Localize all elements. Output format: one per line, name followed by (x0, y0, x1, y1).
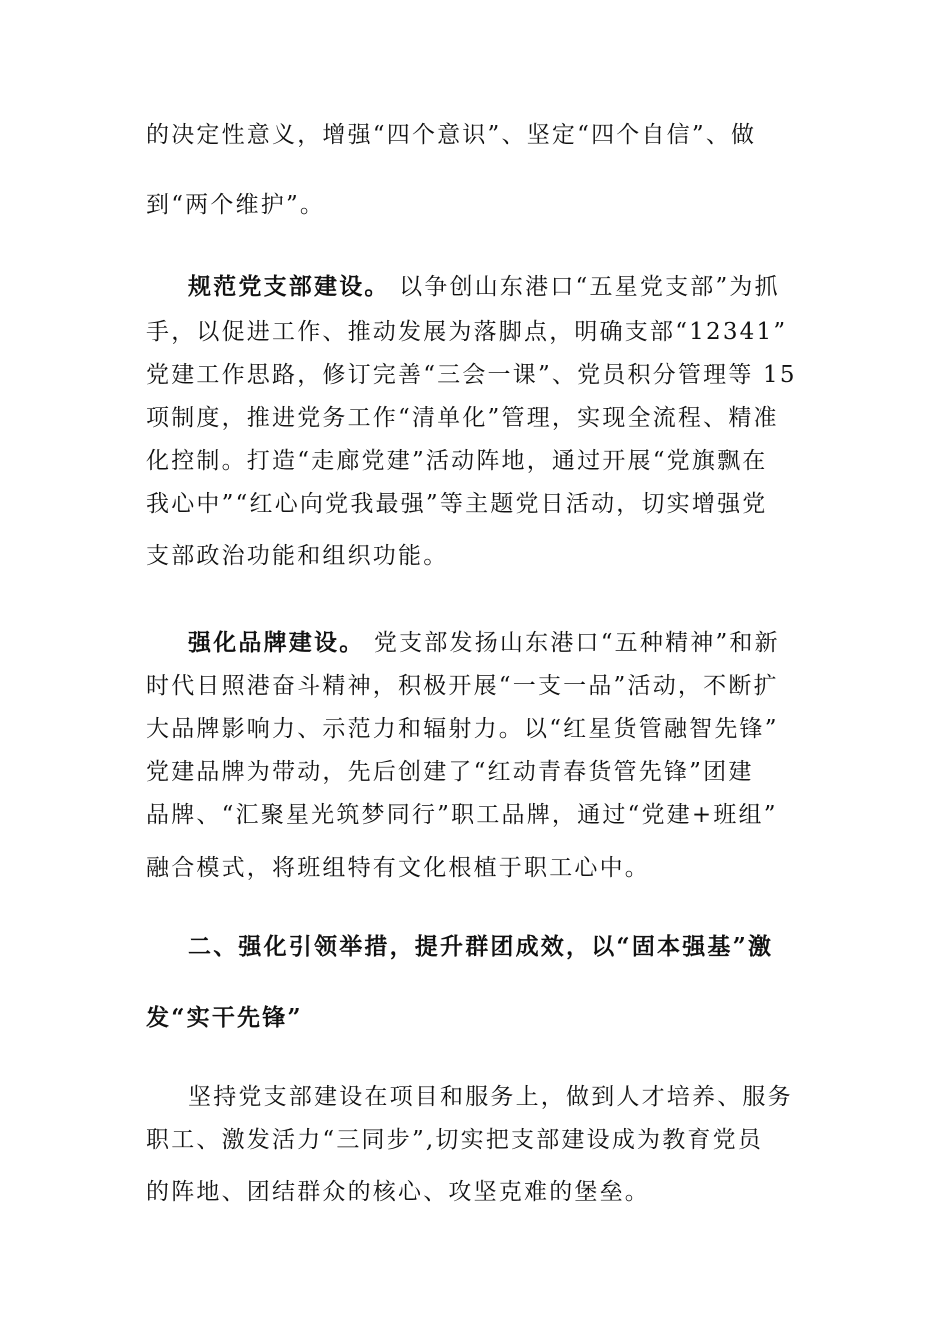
paragraph-4-line-3: 的阵地、团结群众的核心、攻坚克难的堡垒。 (146, 1179, 650, 1205)
paragraph-3-line-2: 时代日照港奋斗精神，积极开展“一支一品”活动，不断扩 (146, 673, 779, 699)
paragraph-1-line-2: 到“两个维护”。 (146, 192, 326, 218)
paragraph-3-line-3: 大品牌影响力、示范力和辐射力。以“红星货管融智先锋” (146, 716, 779, 742)
section-2-heading-line-1: 二、强化引领举措，提升群团成效，以“固本强基”激 (188, 933, 774, 960)
paragraph-2-line-6: 我心中”“红心向党我最强”等主题党日活动，切实增强党 (146, 491, 768, 517)
paragraph-3-heading: 强化品牌建设。 (188, 629, 365, 656)
paragraph-2-heading: 规范党支部建设。 (188, 273, 390, 300)
paragraph-2-line-4: 项制度，推进党务工作“清单化”管理，实现全流程、精准 (146, 405, 779, 431)
paragraph-2-line-5: 化控制。打造“走廊党建”活动阵地，通过开展“党旗飘在 (146, 448, 768, 474)
paragraph-3-line-1 (188, 628, 826, 658)
paragraph-2-line-7: 支部政治功能和组织功能。 (146, 543, 449, 569)
paragraph-3-line-4: 党建品牌为带动，先后创建了“红动青春货管先锋”团建 (146, 759, 754, 785)
paragraph-1-line-1: 的决定性意义，增强“四个意识”、坚定“四个自信”、做 (146, 122, 757, 148)
paragraph-3-line-6: 融合模式，将班组特有文化根植于职工心中。 (146, 855, 650, 881)
section-2-heading-line-2: 发“实干先锋” (146, 1004, 303, 1031)
paragraph-2-line-1 (188, 272, 826, 302)
paragraph-2-line-1-text: 以争创山东港口“五星党支部”为抓 (389, 274, 780, 300)
paragraph-3-line-5: 品牌、“汇聚星光筑梦同行”职工品牌，通过“党建+班组” (146, 802, 778, 828)
paragraph-4-line-2: 职工、激发活力“三同步”,切实把支部建设成为教育党员 (146, 1127, 764, 1153)
paragraph-2-line-2: 手，以促进工作、推动发展为落脚点，明确支部“12341” (146, 319, 788, 345)
paragraph-2-line-3: 党建工作思路，修订完善“三会一课”、党员积分管理等 15 (146, 362, 797, 388)
paragraph-4-line-1: 坚持党支部建设在项目和服务上，做到人才培养、服务 (188, 1084, 793, 1110)
paragraph-3-line-1-text: 党支部发扬山东港口“五种精神”和新 (364, 630, 780, 656)
